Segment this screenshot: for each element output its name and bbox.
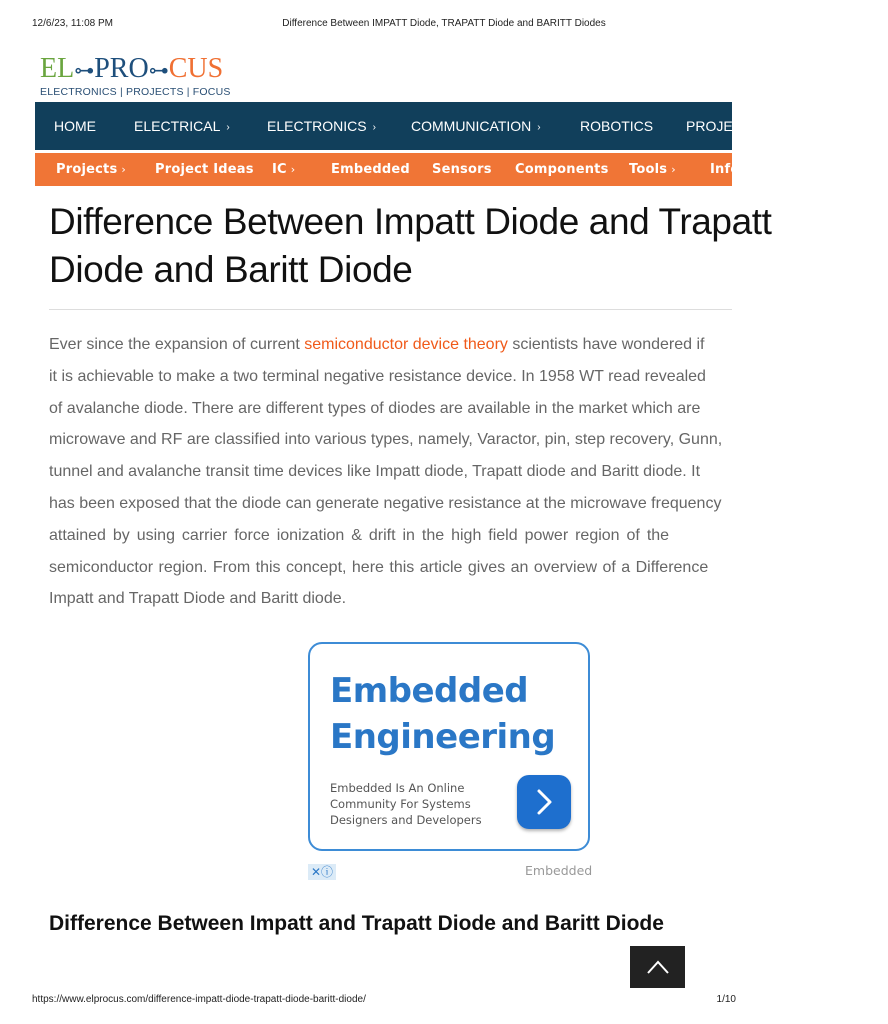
sub-nav-item-info[interactable]: [710, 153, 739, 186]
intro-text: Ever since the expansion of current: [49, 336, 305, 353]
article-header: [49, 198, 772, 294]
ad-headline-line: Engineering: [330, 717, 556, 757]
advertisement[interactable]: [308, 642, 590, 851]
main-nav: [35, 102, 771, 150]
section-heading: Difference Between Impatt and Trapatt Diode and Baritt Diode: [49, 912, 664, 935]
main-nav-item-projects[interactable]: [686, 102, 770, 150]
ad-headline-line: Embedded: [330, 671, 529, 711]
main-nav-label: HOME: [54, 118, 96, 134]
page-title: [49, 198, 772, 294]
chevron-right-icon: ›: [766, 122, 771, 133]
main-nav-item-robotics[interactable]: [580, 102, 653, 150]
sub-nav-label: Tools: [629, 162, 668, 177]
logo-el: EL: [40, 53, 75, 84]
logo-pro: PRO: [94, 53, 149, 84]
main-nav-label: PROJECTS: [686, 118, 761, 134]
chevron-right-icon: ›: [290, 163, 296, 176]
sub-nav-item-tools[interactable]: [629, 153, 676, 186]
article-intro: [49, 329, 732, 615]
print-document-title: Difference Between IMPATT Diode, TRAPATT Diode and BARITT Diodes: [282, 18, 606, 29]
print-url: https://www.elprocus.com/difference-impatt-diode-trapatt-diode-baritt-diode/: [32, 994, 366, 1005]
logo-tagline: ELECTRONICS | PROJECTS | FOCUS: [40, 86, 231, 98]
logo-wordmark: [40, 54, 231, 86]
logo-connector-icon: ⊶: [74, 60, 95, 82]
intro-line: of avalanche diode. There are different types of diodes are available in the market which are: [49, 399, 701, 417]
main-nav-label: ELECTRICAL: [134, 118, 221, 134]
sub-nav-label: Project Ideas: [155, 162, 254, 177]
intro-line: has been exposed that the diode can generate negative resistance at the microwave frequency: [49, 494, 722, 512]
sub-nav-label: Embedded: [331, 162, 410, 177]
main-nav-item-electronics[interactable]: [267, 102, 376, 150]
sub-nav-item-sensors[interactable]: [432, 153, 492, 186]
chevron-right-icon: ›: [671, 163, 676, 176]
sub-nav-item-embedded[interactable]: [331, 153, 410, 186]
intro-line: semiconductor region. From this concept, here this article gives an overview of a Difference: [49, 558, 709, 576]
intro-line: tunnel and avalanche transit time devices like Impatt diode, Trapatt diode and Baritt diode. It: [49, 463, 701, 481]
main-nav-item-communication[interactable]: [411, 102, 541, 150]
print-header: [0, 18, 768, 32]
sub-nav-label: Info: [710, 162, 740, 177]
page-title-line: Diode and Baritt Diode: [49, 249, 413, 290]
sub-nav-item-components[interactable]: [515, 153, 609, 186]
ad-description: [330, 780, 500, 828]
sub-nav-item-project-ideas[interactable]: [155, 153, 254, 186]
semiconductor-theory-link[interactable]: semiconductor device theory: [304, 336, 508, 353]
intro-line: attained by using carrier force ionization & drift in the high field power region of the: [49, 526, 670, 544]
intro-line: [49, 329, 732, 361]
sub-nav-label: IC: [272, 162, 287, 177]
ad-advertiser-label: Embedded: [525, 863, 593, 878]
print-datetime: 12/6/23, 11:08 PM: [32, 18, 113, 29]
title-divider: [49, 309, 732, 310]
intro-line: Impatt and Trapatt Diode and Baritt diode.: [49, 590, 347, 608]
logo-connector-icon: ⊶: [148, 60, 169, 82]
main-nav-label: COMMUNICATION: [411, 118, 532, 134]
ad-headline: [330, 668, 555, 760]
sub-nav-item-projects[interactable]: [56, 153, 126, 186]
sub-nav-label: Sensors: [432, 162, 492, 177]
intro-line: microwave and RF are classified into various types, namely, Varactor, pin, step recovery, Gunn,: [49, 431, 723, 449]
chevron-right-icon: ›: [372, 122, 376, 133]
chevron-right-icon: ›: [121, 163, 127, 176]
chevron-right-icon: ›: [537, 122, 541, 133]
intro-line: it is achievable to make a two terminal negative resistance device. In 1958 WT read revealed: [49, 367, 706, 385]
logo-cus: CUS: [168, 53, 224, 84]
main-nav-item-home[interactable]: [54, 102, 96, 150]
chevron-up-icon: [645, 958, 671, 976]
main-nav-label: ROBOTICS: [580, 118, 654, 134]
chevron-right-icon: [532, 788, 556, 816]
sub-nav-item-ic[interactable]: [272, 153, 295, 186]
ad-description-line: Embedded Is An Online: [330, 781, 465, 795]
ad-close-info-icon[interactable]: ✕ⓘ: [308, 864, 336, 880]
print-page-indicator: 1/10: [716, 994, 736, 1005]
intro-text: scientists have wondered if: [507, 336, 705, 353]
ad-open-button[interactable]: [517, 775, 571, 829]
sub-nav-label: Components: [515, 162, 609, 177]
main-nav-label: ELECTRONICS: [267, 118, 367, 134]
site-logo[interactable]: [40, 54, 231, 98]
ad-description-line: Community For Systems: [330, 797, 471, 811]
chevron-right-icon: ›: [226, 122, 230, 133]
sub-nav-label: Projects: [56, 162, 118, 177]
sub-nav: [35, 153, 740, 186]
ad-description-line: Designers and Developers: [330, 813, 482, 827]
main-nav-item-electrical[interactable]: [134, 102, 230, 150]
back-to-top-button[interactable]: [630, 946, 685, 988]
page-title-line: Difference Between Impatt Diode and Trapatt: [49, 201, 772, 242]
